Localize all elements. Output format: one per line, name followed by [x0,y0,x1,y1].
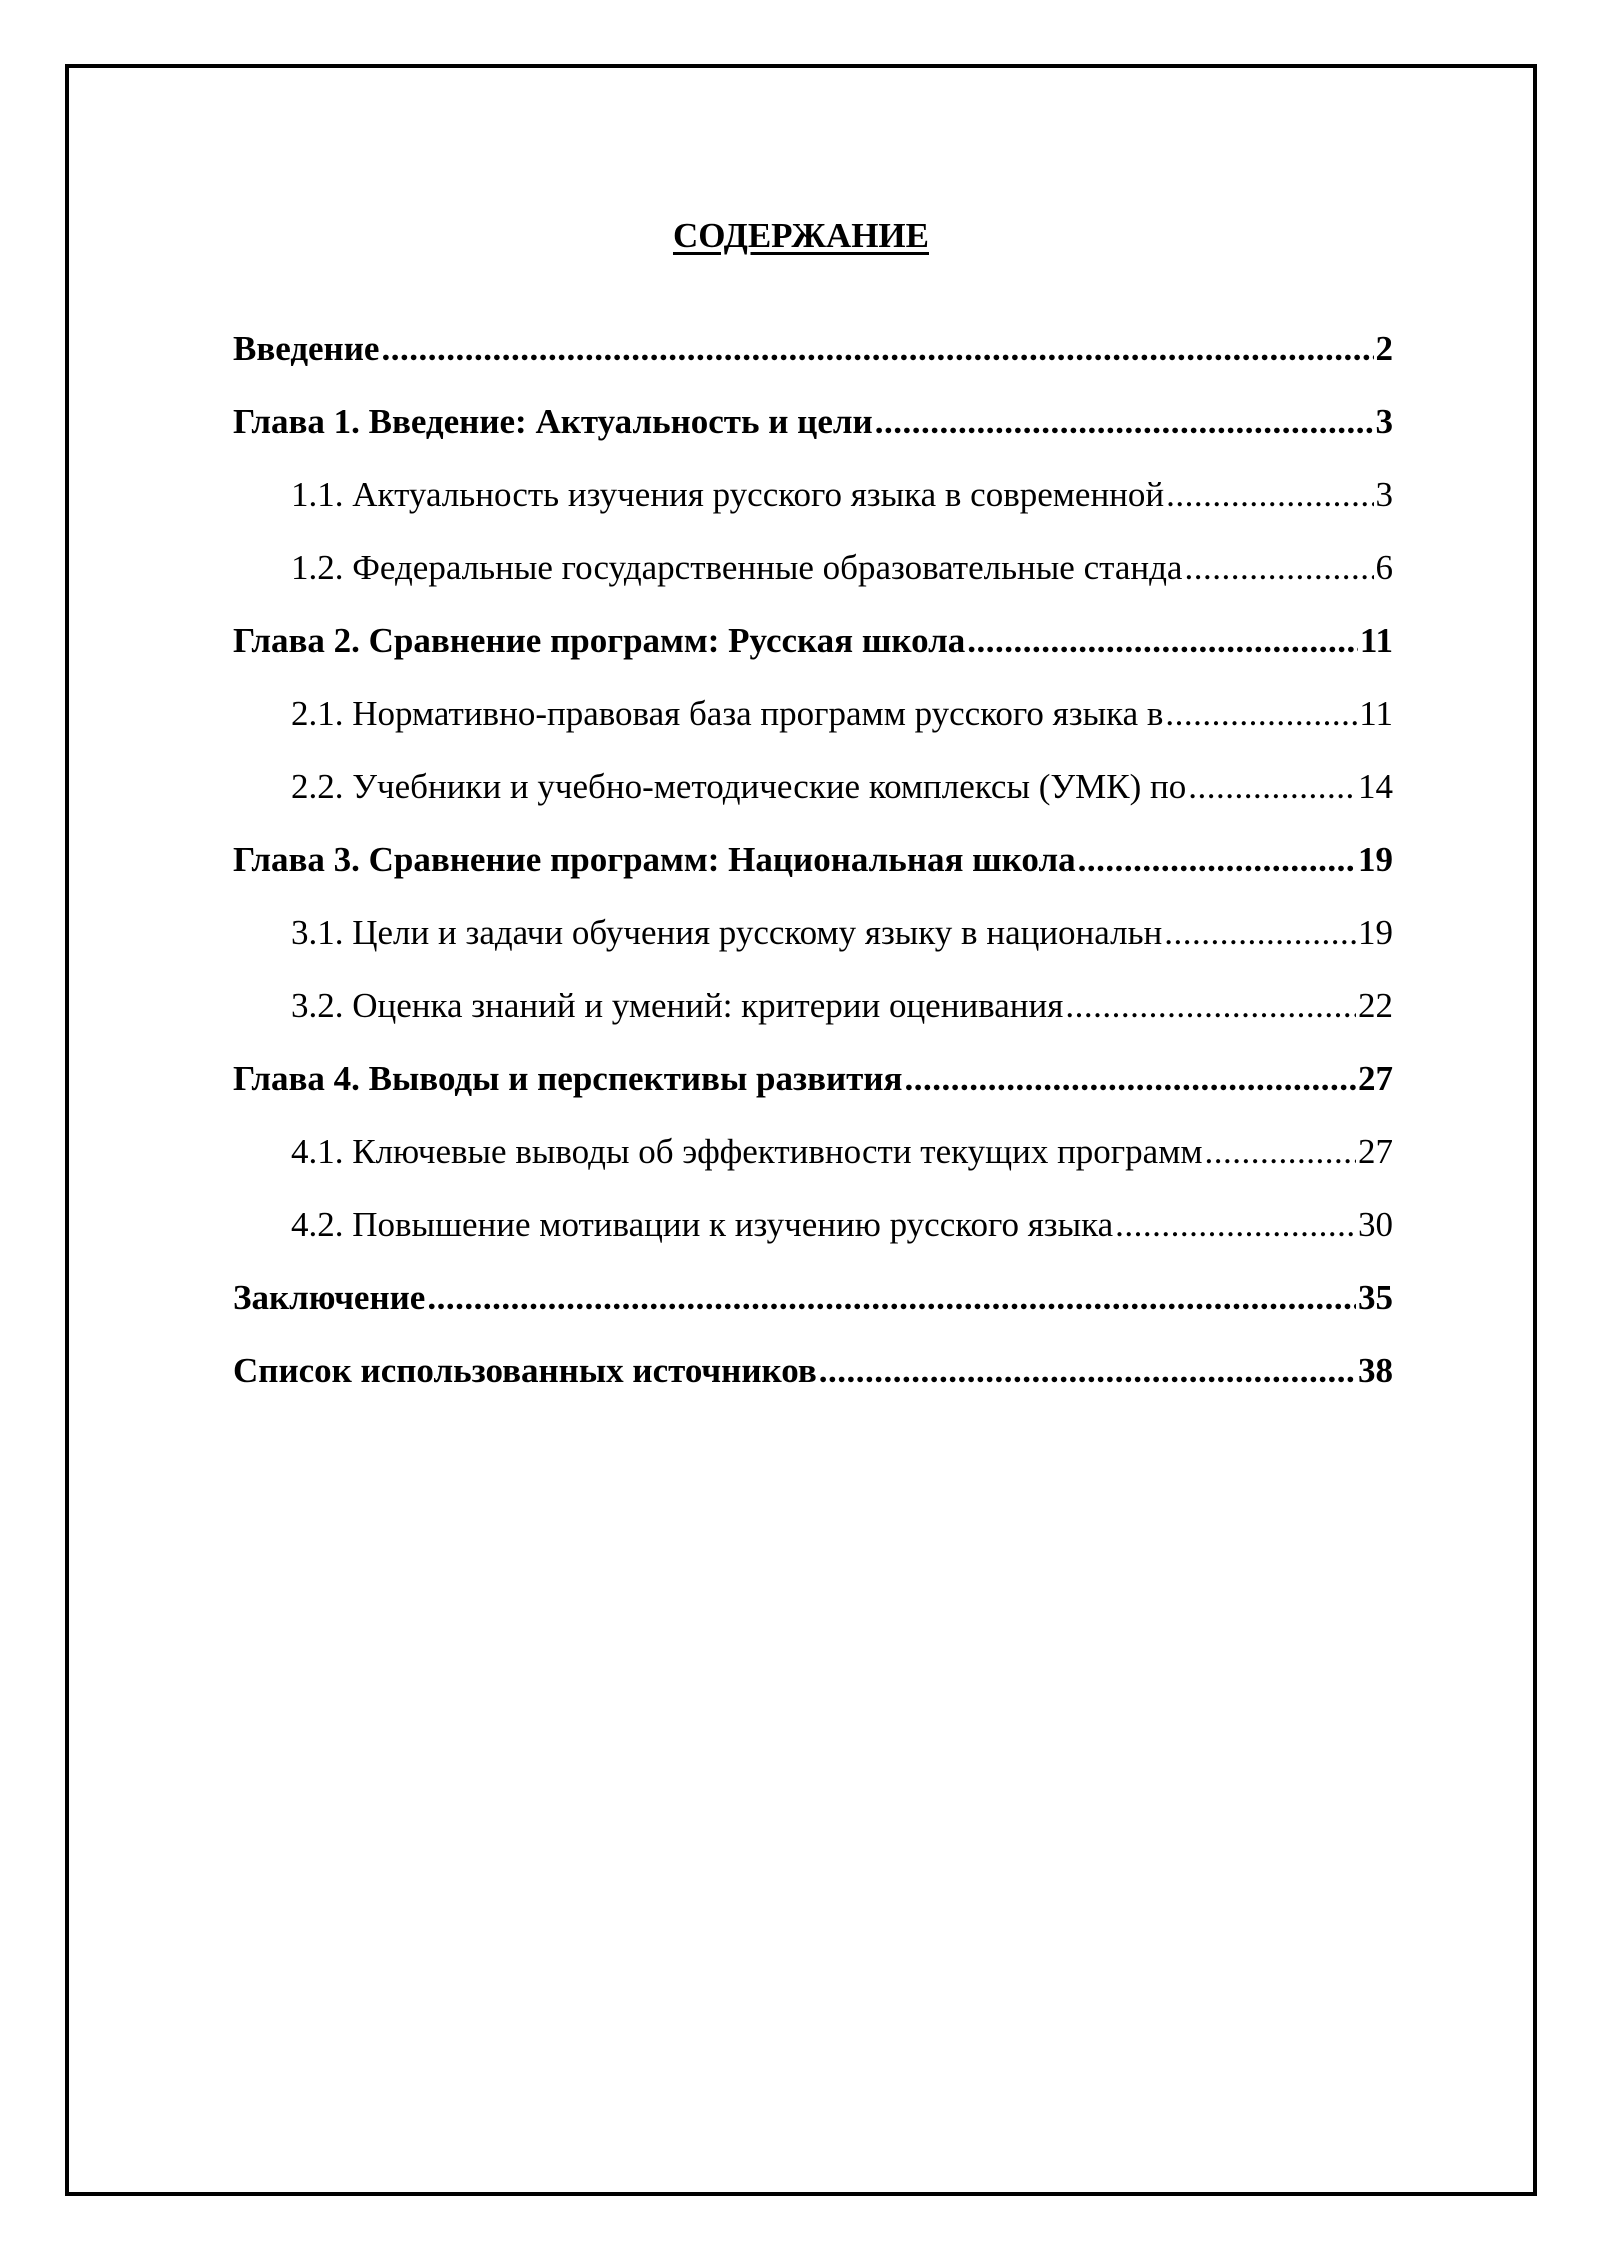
toc-dot-leader [1115,1207,1356,1242]
toc-entry-title: 4.2. Повышение мотивации к изучению русского языка [291,1205,1114,1244]
toc-section-entry[interactable] [233,1207,1393,1280]
toc-page-number: 19 [1358,840,1393,879]
toc-section-entry[interactable] [233,477,1393,550]
toc-entry-title: 3.2. Оценка знаний и умений: критерии оценивания [291,986,1064,1025]
toc-page-number: 27 [1358,1132,1393,1171]
toc-entry-title: 4.1. Ключевые выводы об эффективности текущих программ [291,1132,1203,1171]
toc-entry-title: 1.2. Федеральные государственные образовательные станда [291,548,1183,587]
toc-section-entry[interactable] [233,1134,1393,1207]
toc-entry-title: 3.1. Цели и задачи обучения русскому языку в национальн [291,913,1163,952]
toc-section-entry[interactable] [233,769,1393,842]
toc-dot-leader [819,1353,1356,1388]
toc-dot-leader [904,1061,1356,1096]
toc-entry-title: Заключение [233,1278,426,1317]
toc-dot-leader [1078,842,1356,877]
toc-section-entry[interactable] [233,696,1393,769]
toc-page-number: 38 [1358,1351,1393,1390]
toc-dot-leader [1205,1134,1357,1169]
toc-section-entry[interactable] [233,550,1393,623]
toc-page-number: 27 [1358,1059,1393,1098]
toc-page-number: 3 [1375,402,1393,441]
toc-dot-leader [875,404,1374,439]
toc-section-entry[interactable] [233,988,1393,1061]
toc-page-number: 3 [1375,475,1393,514]
toc-entry-title: Список использованных источников [233,1351,817,1390]
toc-entry-title: Глава 3. Сравнение программ: Национальная школа [233,840,1076,879]
toc-dot-leader [1165,696,1357,731]
toc-page-number: 35 [1358,1278,1393,1317]
toc-dot-leader [427,1280,1356,1315]
toc-page-number: 14 [1358,767,1393,806]
toc-chapter-entry[interactable] [233,1280,1393,1353]
toc-entry-title: 2.2. Учебники и учебно-методические комплексы (УМК) по [291,767,1187,806]
toc-page-number: 11 [1359,694,1393,733]
toc-chapter-entry[interactable] [233,331,1393,404]
toc-section-entry[interactable] [233,915,1393,988]
toc-page-number: 2 [1375,329,1393,368]
toc-list [233,331,1393,1426]
toc-page-number: 11 [1359,621,1393,660]
toc-chapter-entry[interactable] [233,623,1393,696]
toc-entry-title: Введение [233,329,380,368]
toc-dot-leader [967,623,1358,658]
toc-chapter-entry[interactable] [233,1061,1393,1134]
toc-dot-leader [1184,550,1373,585]
toc-entry-title: 1.1. Актуальность изучения русского языка в современной [291,475,1165,514]
page-frame [65,64,1537,2196]
toc-page-number: 6 [1375,548,1393,587]
toc-dot-leader [1164,915,1356,950]
toc-title: СОДЕРЖАНИЕ [672,216,929,255]
toc-entry-title: Глава 1. Введение: Актуальность и цели [233,402,873,441]
toc-dot-leader [381,331,1373,366]
toc-entry-title: Глава 4. Выводы и перспективы развития [233,1059,903,1098]
toc-dot-leader [1166,477,1373,512]
toc-page-number: 22 [1358,986,1393,1025]
toc-entry-title: 2.1. Нормативно-правовая база программ русского языка в [291,694,1164,733]
toc-page-number: 30 [1358,1205,1393,1244]
toc-dot-leader [1188,769,1356,804]
toc-chapter-entry[interactable] [233,842,1393,915]
toc-entry-title: Глава 2. Сравнение программ: Русская школа [233,621,966,660]
toc-page-number: 19 [1358,913,1393,952]
toc-chapter-entry[interactable] [233,404,1393,477]
toc-dot-leader [1065,988,1356,1023]
toc-chapter-entry[interactable] [233,1353,1393,1426]
